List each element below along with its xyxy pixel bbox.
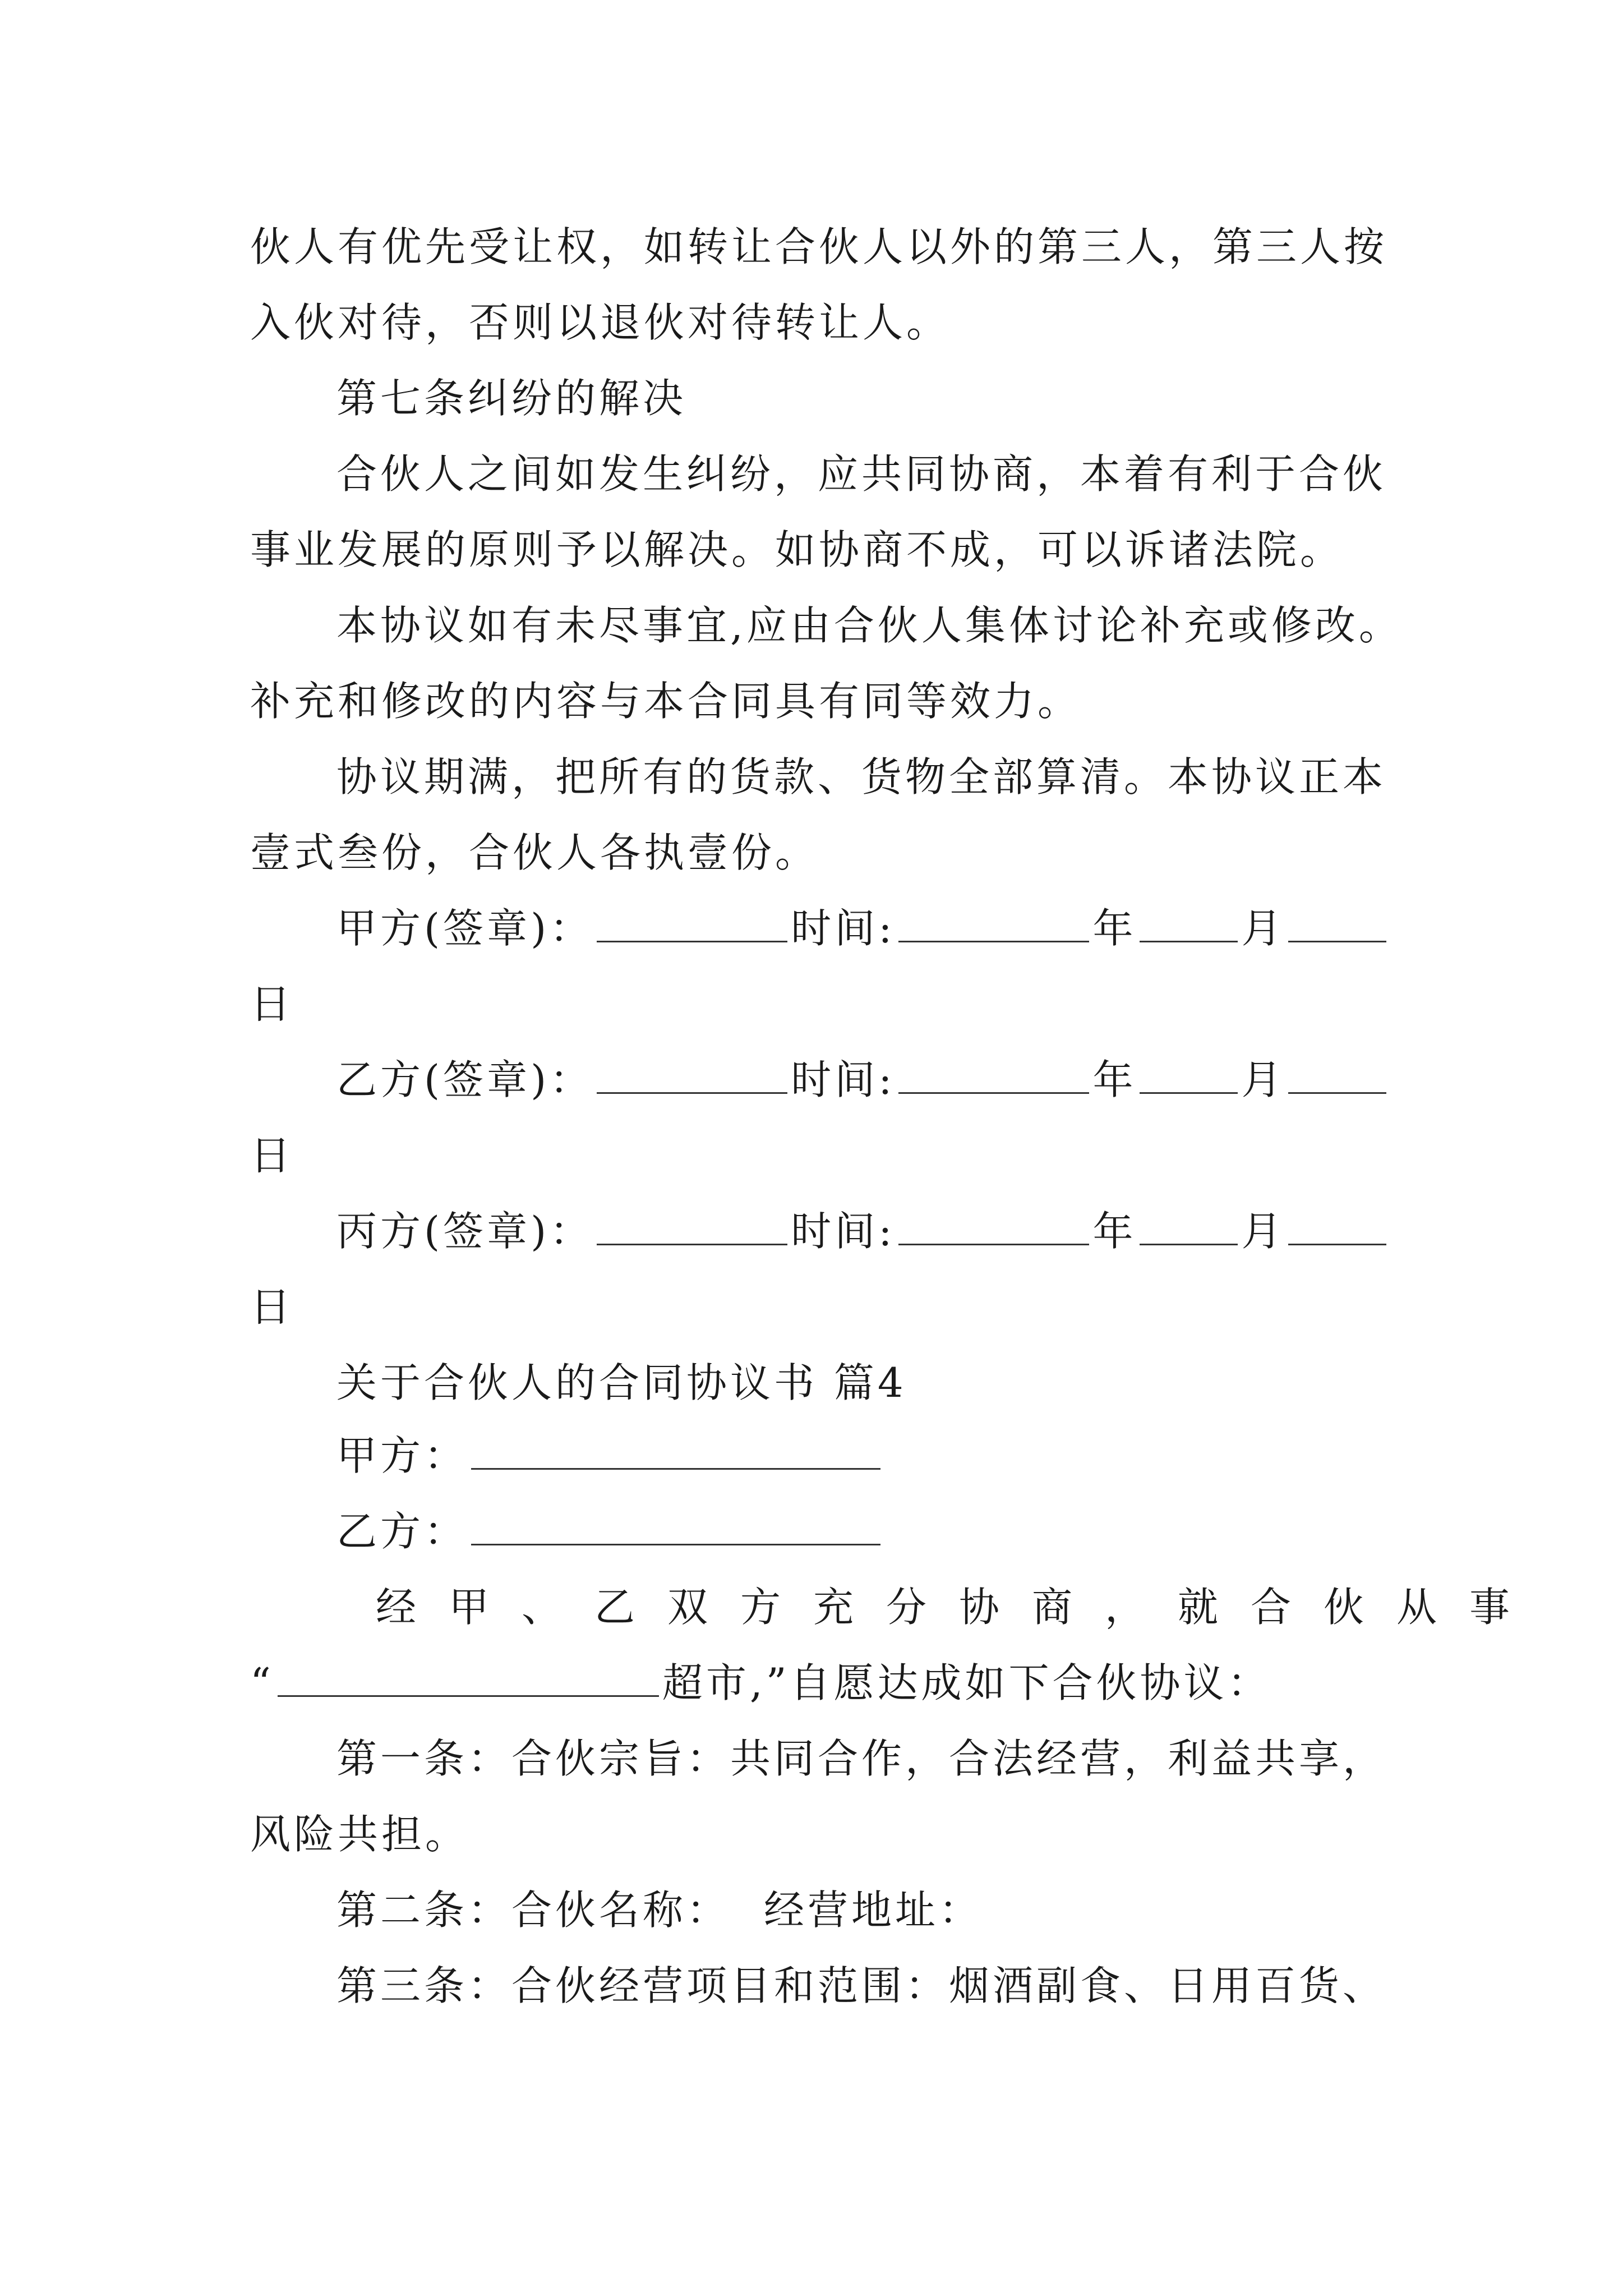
signature-row-b — [336, 1052, 1469, 1108]
quote-mark: “ — [250, 1659, 274, 1706]
supermarket-name-field[interactable] — [278, 1656, 659, 1697]
year-label: 年 — [1092, 905, 1137, 952]
signature-party-label: 乙方(签章)： — [336, 1056, 594, 1103]
day-label: 日 — [250, 1283, 294, 1331]
signature-field[interactable] — [597, 901, 787, 942]
signature-party-label: 甲方(签章)： — [336, 905, 594, 952]
intro-line-2 — [250, 1655, 1383, 1711]
article-heading: 第七条纠纷的解决 — [336, 375, 687, 422]
day-label: 日 — [250, 1132, 294, 1179]
intro-line-1 — [376, 1579, 1543, 1635]
paragraph-line: 协议期满，把所有的货款、货物全部算清。本协议正本 — [336, 753, 1387, 800]
party-b-field[interactable] — [471, 1504, 880, 1545]
year-label: 年 — [1092, 1208, 1137, 1255]
date-field[interactable] — [898, 1204, 1089, 1245]
partnership-name-label: 第二条：合伙名称： — [336, 1887, 731, 1934]
paragraph-line: 壹式叁份，合伙人各执壹份。 — [250, 829, 819, 876]
party-a-label: 甲方： — [336, 1432, 468, 1479]
date-field[interactable] — [898, 1053, 1089, 1094]
article-3-line: 第三条：合伙经营项目和范围：烟酒副食、日用百货、 — [336, 1962, 1387, 2009]
month-label: 月 — [1241, 1056, 1285, 1103]
paragraph-line: 本协议如有未尽事宜,应由合伙人集体讨论补充或修改。 — [336, 602, 1403, 649]
signature-field[interactable] — [597, 1204, 787, 1245]
day-field[interactable] — [1288, 1204, 1386, 1245]
business-address-label: 经营地址： — [764, 1887, 983, 1934]
intro-text: 经甲、乙双方充分协商，就合伙从事 — [376, 1584, 1543, 1631]
signature-party-label: 丙方(签章)： — [336, 1208, 594, 1255]
day-field[interactable] — [1288, 901, 1386, 942]
month-label: 月 — [1241, 1208, 1285, 1255]
party-a-field[interactable] — [471, 1429, 880, 1470]
day-field[interactable] — [1288, 1053, 1386, 1094]
time-label: 时间: — [791, 1056, 896, 1103]
intro-text: 超市,”自愿达成如下合伙协议： — [662, 1659, 1271, 1706]
paragraph-line: 补充和修改的内容与本合同具有同等效力。 — [250, 678, 1082, 725]
party-b-row — [336, 1503, 1469, 1559]
paragraph-line: 事业发展的原则予以解决。如协商不成，可以诉诸法院。 — [250, 526, 1344, 573]
section-title: 关于合伙人的合同协议书 篇4 — [336, 1359, 907, 1406]
year-label: 年 — [1092, 1056, 1137, 1103]
signature-row-a — [336, 900, 1469, 956]
paragraph-line: 伙人有优先受让权，如转让合伙人以外的第三人，第三人按 — [250, 223, 1388, 270]
paragraph-line: 入伙对待，否则以退伙对待转让人。 — [250, 299, 951, 346]
month-field[interactable] — [1140, 1053, 1238, 1094]
article-1-line: 风险共担。 — [250, 1811, 469, 1858]
signature-row-c — [336, 1203, 1469, 1259]
article-2-line — [336, 1882, 1469, 1938]
paragraph-line: 合伙人之间如发生纠纷，应共同协商，本着有利于合伙 — [336, 450, 1387, 498]
party-a-row — [336, 1428, 1469, 1484]
day-label: 日 — [250, 981, 294, 1028]
month-field[interactable] — [1140, 1204, 1238, 1245]
date-field[interactable] — [898, 901, 1089, 942]
time-label: 时间: — [791, 1208, 896, 1255]
article-1-line: 第一条：合伙宗旨：共同合作，合法经营，利益共享， — [336, 1735, 1387, 1782]
signature-field[interactable] — [597, 1053, 787, 1094]
month-label: 月 — [1241, 905, 1285, 952]
month-field[interactable] — [1140, 901, 1238, 942]
time-label: 时间: — [791, 905, 896, 952]
party-b-label: 乙方： — [336, 1508, 468, 1555]
